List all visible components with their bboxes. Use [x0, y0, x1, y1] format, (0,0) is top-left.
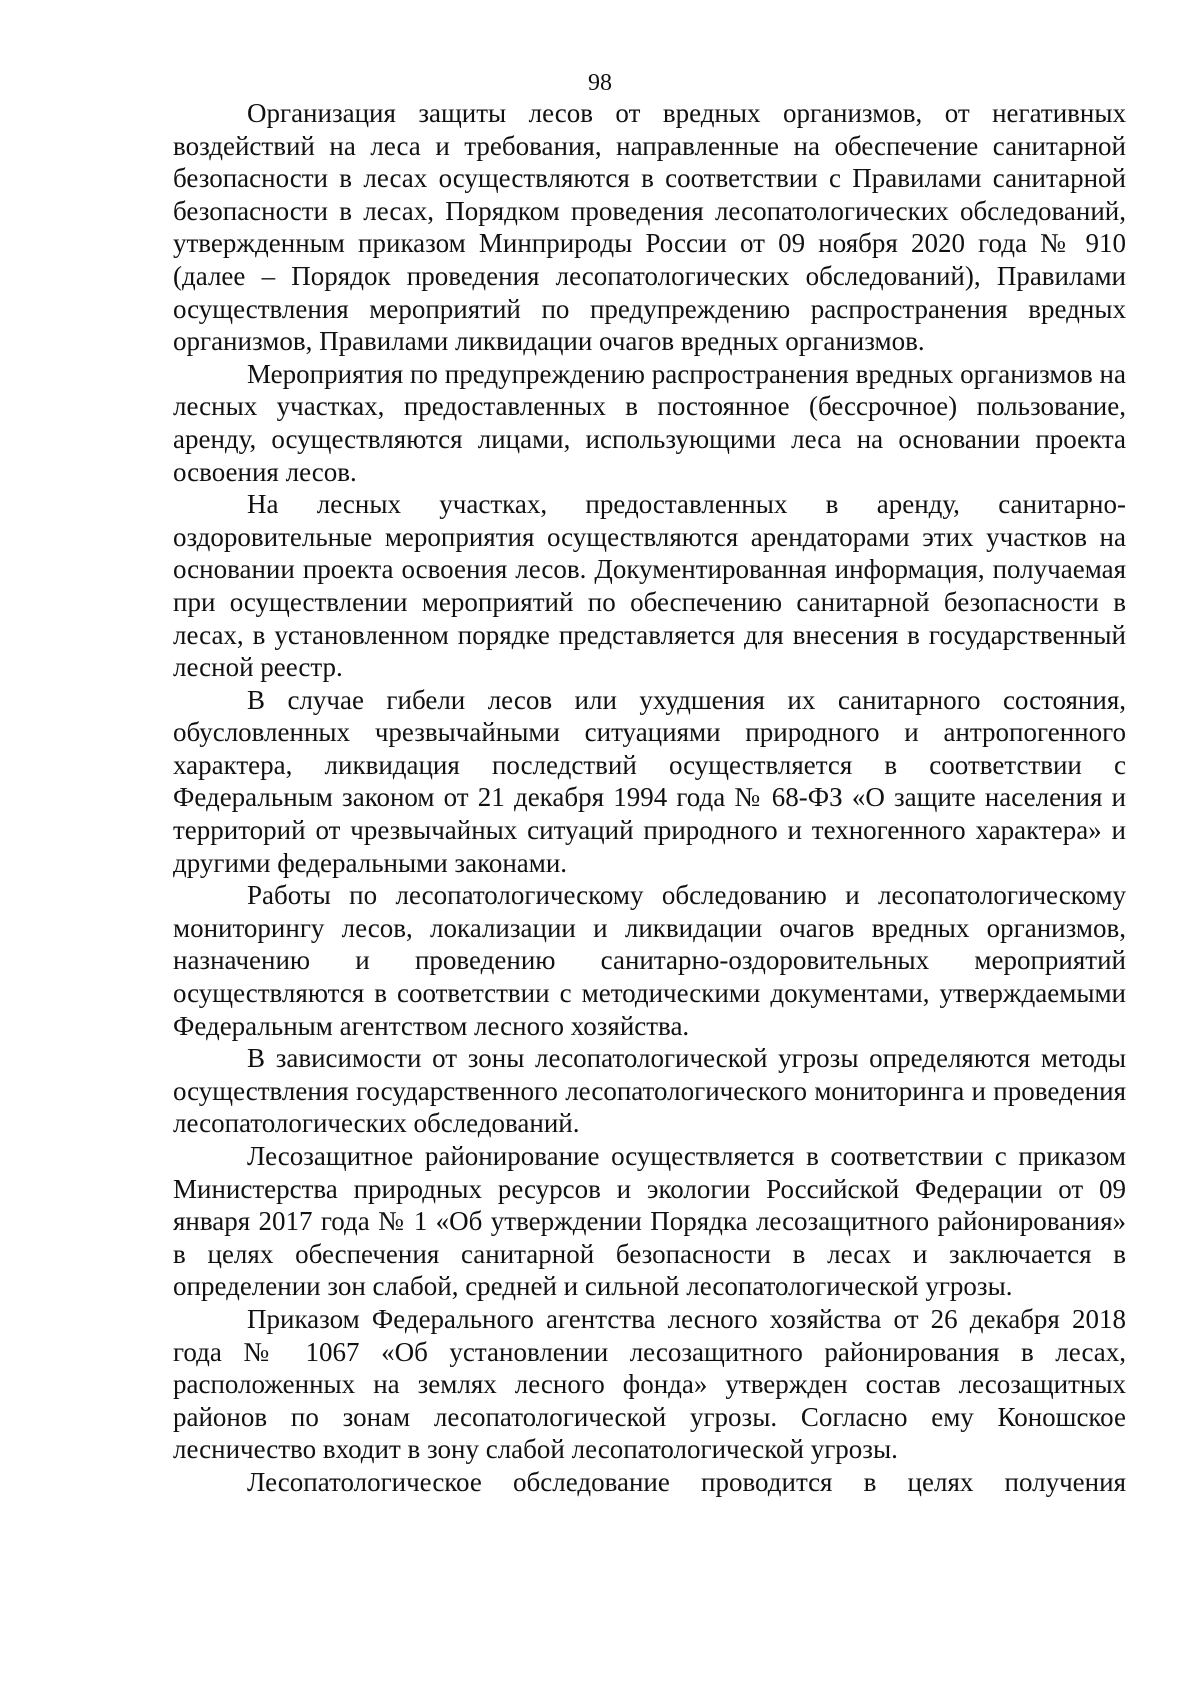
page-number: 98 — [588, 70, 612, 96]
paragraph-forest-protection-organization: Организация защиты лесов от вредных организмов, от негативных воздействий на леса и требования, направленные на обеспечение санитарной безопасности в лесах осуществляются в соответствии с Правилами санитарной безопасности в лесах, Порядком проведения лесопатологических обследований, утвержденным приказом Минприроды России от 09 ноября 2020 года № 910 (далее – Порядок проведения лесопатологических обследований), Правилами осуществления мероприятий по предупреждению распространения вредных организмов, Правилами ликвидации очагов вредных организмов. — [173, 98, 1126, 357]
paragraph-pathology-survey-start: Лесопатологическое обследование проводится в целях получения — [247, 1466, 1126, 1497]
document-body — [173, 97, 1126, 1499]
paragraph-emergency-liquidation: В случае гибели лесов или ухудшения их санитарного состояния, обусловленных чрезвычайными ситуациями природного и антропогенного характера, ликвидация последствий осуществляется в соответствии с Федеральным законом от 21 декабря 1994 года № 68-ФЗ «О защите населения и территорий от чрезвычайных ситуаций природного и техногенного характера» и другими федеральными законами. — [173, 684, 1126, 878]
paragraph-lease-sanitary-measures: На лесных участках, предоставленных в аренду, санитарно-оздоровительные мероприятия осуществляются арендаторами этих участков на основании проекта освоения лесов. Документированная информация, получаемая при осуществлении мероприятий по обеспечению санитарной безопасности в лесах, в установленном порядке представляется для внесения в государственный лесной реестр. — [173, 489, 1126, 683]
paragraph-pest-prevention-measures: Мероприятия по предупреждению распространения вредных организмов на лесных участках, предоставленных в постоянное (бессрочное) пользование, аренду, осуществляются лицами, использующими леса на основании проекта освоения лесов. — [173, 358, 1126, 487]
paragraph-forest-pathology-works: Работы по лесопатологическому обследованию и лесопатологическому мониторингу лесов, локализации и ликвидации очагов вредных организмов, назначению и проведению санитарно-оздоровительных мероприятий осуществляются в соответствии с методическими документами, утверждаемыми Федеральным агентством лесного хозяйства. — [173, 880, 1126, 1041]
paragraph-forest-protection-zoning: Лесозащитное районирование осуществляется в соответствии с приказом Министерства природных ресурсов и экологии Российской Федерации от 09 января 2017 года № 1 «Об утверждении Порядка лесозащитного районирования» в целях обеспечения санитарной безопасности в лесах и заключается в определении зон слабой, средней и сильной лесопатологической угрозы. — [173, 1141, 1126, 1302]
paragraph-rosleshoz-order: Приказом Федерального агентства лесного хозяйства от 26 декабря 2018 года № 1067 «Об установлении лесозащитного районирования в лесах, расположенных на землях лесного фонда» утвержден состав лесозащитных районов по зонам лесопатологической угрозы. Согласно ему Коношское лесничество входит в зону слабой лесопатологической угрозы. — [173, 1303, 1126, 1465]
paragraph-threat-zone-methods: В зависимости от зоны лесопатологической угрозы определяются методы осуществления государственного лесопатологического мониторинга и проведения лесопатологических обследований. — [173, 1043, 1126, 1139]
